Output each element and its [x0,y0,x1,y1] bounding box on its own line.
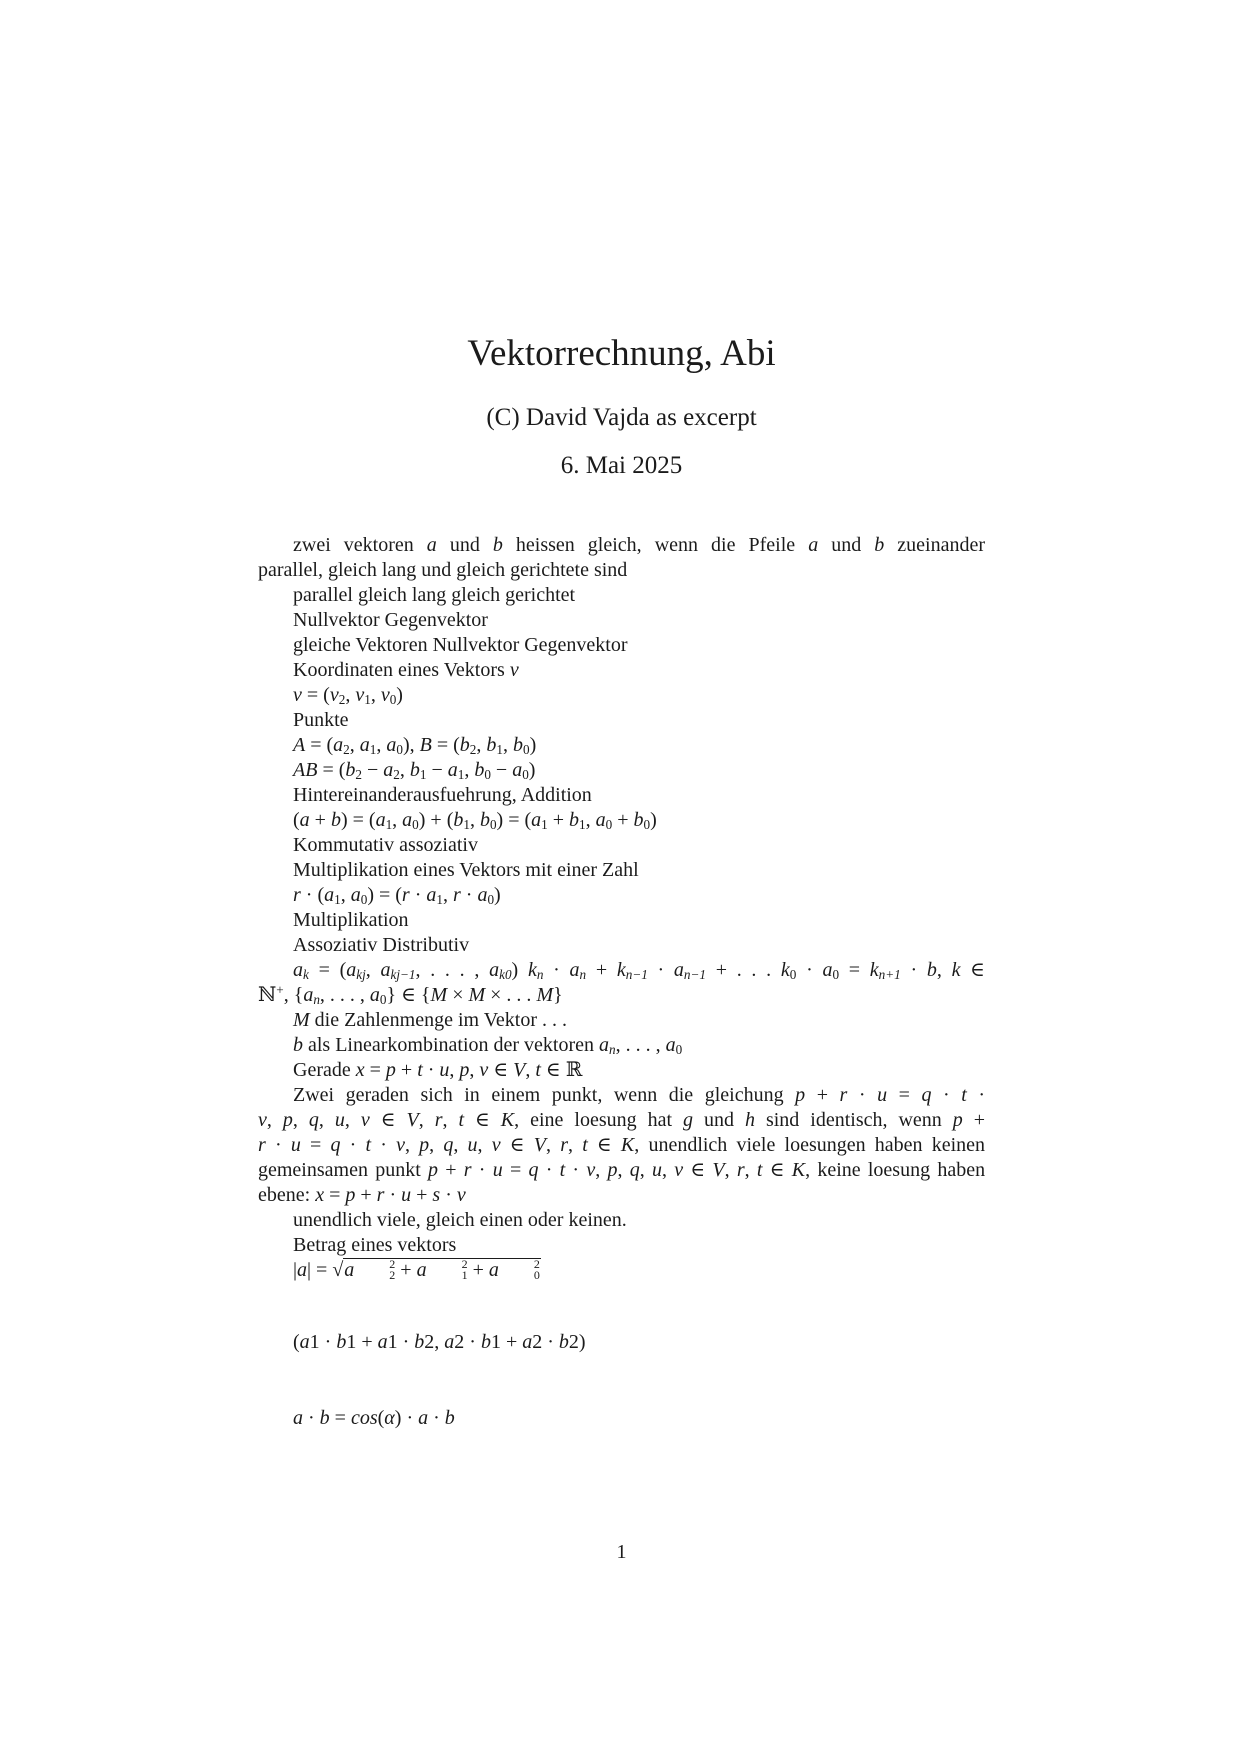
body-line: b als Linearkombination der vektoren $a_n$, . . . , $a_0$ [293,1034,683,1057]
body-line: $r \cdot (a_1$, $a_0) = (r \cdot a_1$, $r \cdot a_0$) [293,884,501,907]
body-line: Punkte [293,709,349,731]
body-line: zwei vektoren a und b heissen gleich, wenn die Pfeile a und b zueinander [293,534,986,556]
document-body [258,533,985,1431]
document-author: (C) David Vajda as excerpt [486,404,757,431]
body-line: (a1 · b1 + a1 · b2, a2 · b1 + a2 · b2) [293,1331,586,1353]
body-line: r · u = q · t · v, p, q, u, v ∈ V, r, t ∈ K, unendlich viele loesungen haben keinen [258,1134,986,1156]
body-line: gemeinsamen punkt p + r · u = q · t · v, p, q, u, v ∈ V, r, t ∈ K, keine loesung haben [258,1159,986,1181]
body-line: Kommutativ assoziativ [293,834,478,856]
body-line: $v = (v_2$, $v_1$, $v_0$) [293,684,403,707]
body-line: |a| = √a 2 2 + a 2 1 + a 2 0 [293,1256,540,1283]
document-date: 6. Mai 2025 [560,452,683,479]
body-line: Hintereinanderausfuehrung, Addition [293,784,592,806]
body-line: AB = ($b_2 - a_2$, $b_1 - a_1$, $b_0 - a_0$) [293,759,536,782]
body-line: $a_k = (a_{kj}$, $a_{kj-1}$, . . . , $a_{k0}$) $k_n \cdot a_n + k_{n-1} \cdot a_{n-1}$ + . . . $k_0 \cdot a_0 = k_{n+1} \cdot b$, k ∈ [293,959,985,982]
body-line: Betrag eines vektors [293,1234,457,1256]
document-title: Vektorrechnung, Abi [467,333,776,374]
body-line: a · b = cos(α) · a · b [293,1407,455,1429]
body-line: $(a + b) = (a_1$, $a_0) + (b_1$, $b_0) = (a_1 + b_1$, $a_0 + b_0$) [293,809,657,832]
body-line: gleiche Vektoren Nullvektor Gegenvektor [293,634,628,656]
body-line: M die Zahlenmenge im Vektor . . . [293,1009,568,1031]
body-line: Zwei geraden sich in einem punkt, wenn die gleichung p + r · u = q · t · [293,1084,985,1106]
body-line: ebene: x = p + r · u + s · v [258,1184,466,1206]
body-line: Gerade x = p + t · u, p, v ∈ V, t ∈ ℝ [293,1059,583,1081]
body-line: parallel gleich lang gleich gerichtet [293,584,576,606]
body-line: ℕ+, {$a_n$, . . . , $a_0$} ∈ {M × M × . . . M} [258,982,563,1007]
body-line: parallel, gleich lang und gleich gerichtete sind [258,559,628,581]
body-line: Nullvektor Gegenvektor [293,609,488,631]
radicand: a 2 2 + a 2 1 + a 2 0 [344,1256,540,1283]
body-line: v, p, q, u, v ∈ V, r, t ∈ K, eine loesung hat g und h sind identisch, wenn p + [258,1109,986,1131]
body-line: $A = (a_2$, $a_1$, $a_0$), $B = (b_2$, $b_1$, $b_0$) [293,734,537,757]
body-line: Koordinaten eines Vektors v [293,659,519,681]
page-number: 1 [616,1541,627,1563]
body-line: Assoziativ Distributiv [293,934,470,956]
body-line: unendlich viele, gleich einen oder keinen. [293,1209,627,1231]
body-line: Multiplikation eines Vektors mit einer Zahl [293,859,639,881]
body-line: Multiplikation [293,909,409,931]
